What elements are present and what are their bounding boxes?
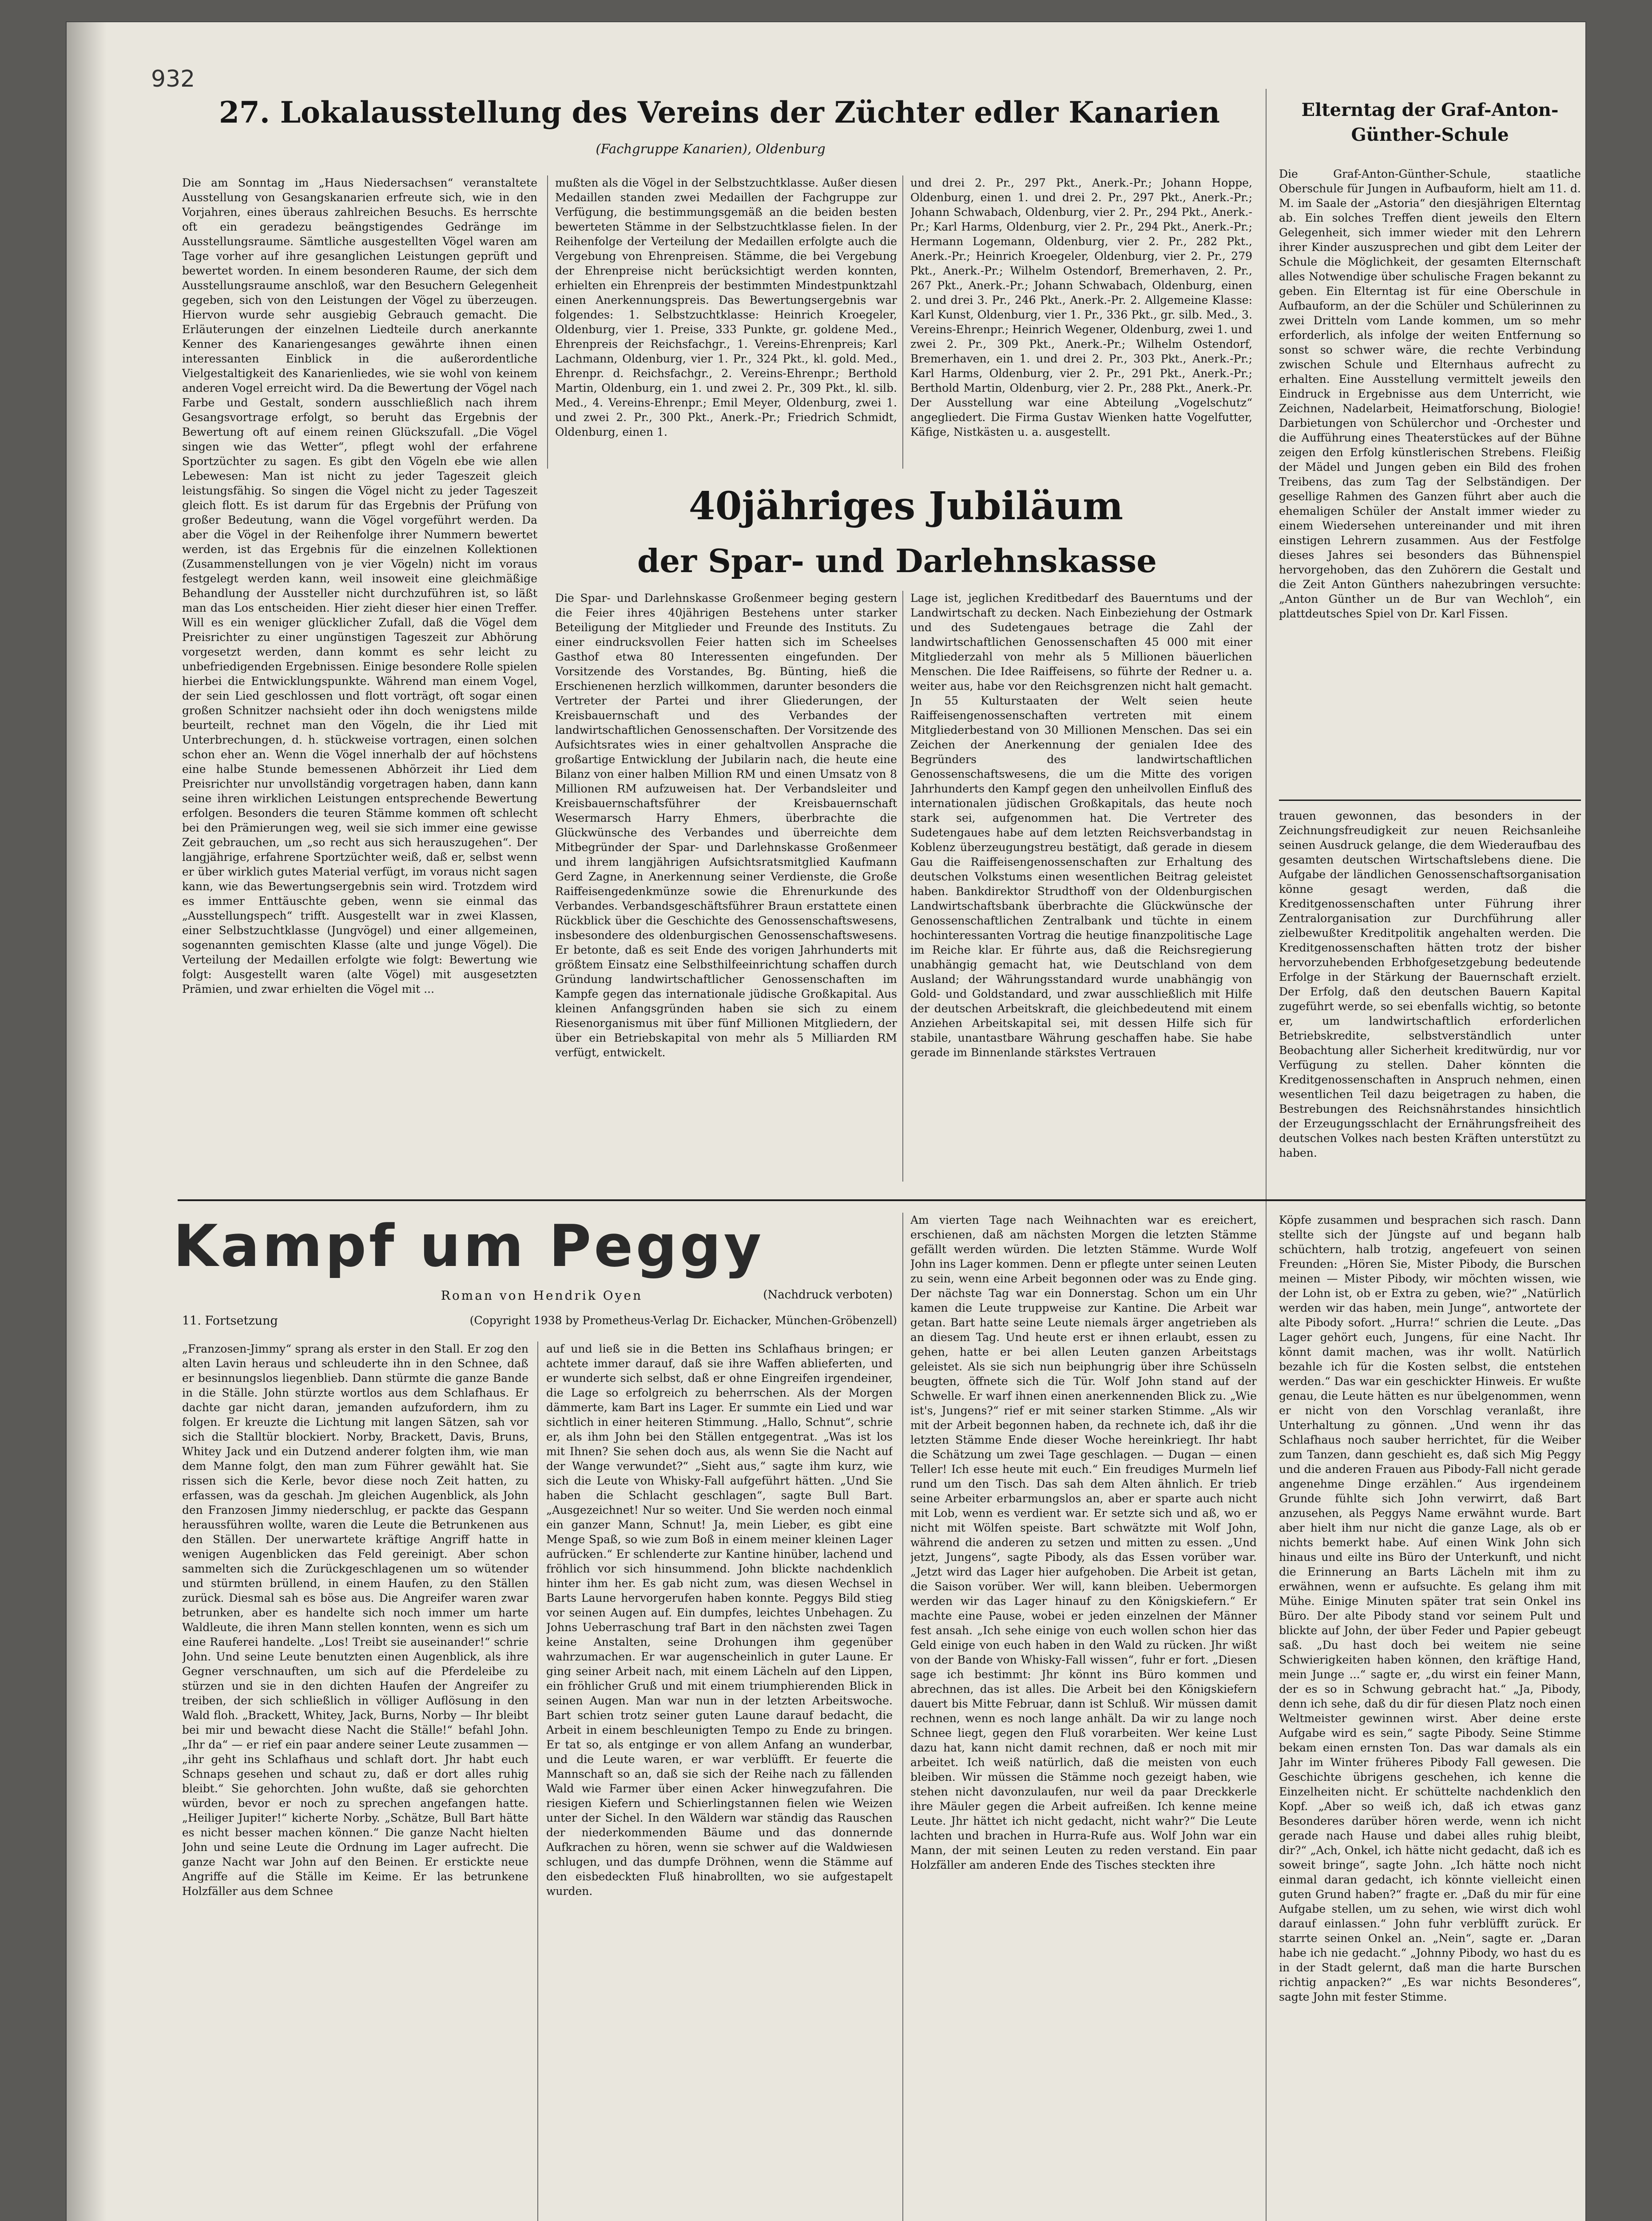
article-title-kanarien: 27. Lokalausstellung des Vereins der Züchter edler Kanarien bbox=[218, 95, 1220, 130]
column-rule bbox=[547, 175, 548, 469]
article-subtitle-kanarien: (Fachgruppe Kanarien), Oldenburg bbox=[596, 141, 826, 156]
column-rule bbox=[1266, 1213, 1267, 2221]
column-rule bbox=[902, 1213, 903, 2221]
page-number: 932 bbox=[151, 66, 195, 92]
kanarien-column-1: Die am Sonntag im „Haus Niedersachsen“ veranstaltete Ausstellung von Gesangskanarien erfreute sich, wie in den Vorjahren, eines überaus zahlreichen Besuchs. Es herrschte oft ein geradezu beängstigendes Gedränge im Ausstellungsraume. Sämtliche ausgestellten Vögel waren am Tage vorher auf ihre gesanglichen Leistungen geprüft und bewertet worden. In einem besonderen Raume, der sich dem Ausstellungsraume anschloß, war den Besuchern Gelegenheit gegeben, sich von den Leistungen der Vögel zu überzeugen. Hiervon wurde sehr ausgiebig Gebrauch gemacht. Die Erläuterungen der einzelnen Liedteile durch anerkannte Kenner des Kanariengesanges gewährte ihnen einen interessanten Einblick in die außerordentliche Vielgestaltigkeit des Kanarienliedes, wie sie wohl von keinem anderen Vogel erreicht wird. Da die Bewertung der Vögel nach Farbe und Gestalt, sondern ausschließlich nach ihrem Gesangsvortrage erfolgt, so beruht das Ergebnis der Bewertung oft auf einem reinen Glückszufall. „Die Vögel singen wie das Wetter“, pflegt wohl der erfahrene Sportzüchter zu sagen. Es gibt den Vögeln ebe wie allen Lebewesen: Man ist nicht zu jeder Tageszeit gleich leistungsfähig. So singen die Vögel nicht zu jeder Tageszeit gleich flott. Es ist darum für das Ergebnis der Prüfung von großer Bedeutung, wann die Vögel vorgeführt werden. Da aber die Vögel in der Reihenfolge ihrer Nummern bewertet werden, ist das Ergebnis für die einzelnen Kollektionen (Zusammenstellungen von je vier Vögeln) nicht im voraus festgelegt werden kann, weil insoweit eine gleichmäßige Behandlung der Aussteller nicht durchzuführen ist, so läßt man das Los entscheiden. Hier zieht dieser hier einen Treffer. Will es ein weniger glücklicher Zufall, daß die Vögel dem Preisrichter zu einer ungünstigen Tageszeit zur Abhörung vorgesetzt werden, dann kommt es sehr leicht zu unbefriedigenden Ergebnissen. Einige besondere Rolle spielen hierbei die Entwicklungspunkte. Während man einem Vogel, der sein Lied geschlossen und flott vorträgt, oft sogar einen großen Schnitzer nachsieht oder ihn doch wenigstens milde beurteilt, rechnet man den Vögeln, die ihr Lied mit Unterbrechungen, d. h. stückweise vortragen, einen solchen schon eher an. Wenn die Vögel innerhalb der auf höchstens eine halbe Stunde bemessenen Abhörzeit ihr Lied dem Preisrichter nur unvollständig vorgetragen haben, dann kann seine ihren wirklichen Leistungen entsprechende Bewertung erfolgen. Besonders die teuren Stämme kommen oft schlecht bei den Prämierungen weg, weil sie sich immer eine gewisse Zeit gebrauchen, um „so recht aus sich herauszugehen“. Der langjährige, erfahrene Sportzüchter weiß, daß er, selbst wenn er über wirklich gutes Material verfügt, im voraus nicht sagen kann, wie das Bewertungsergebnis sein wird. Trotzdem wird es immer Enttäuschte geben, wenn sie einmal das „Ausstellungspech“ trifft. Ausgestellt war in zwei Klassen, einer Selbstzuchtklasse (Jungvögel) und einer allgemeinen, sogenannten gemischten Klasse (alte und junge Vögel). Die Verteilung der Medaillen erfolgte wie folgt: Bewertung wie folgt: Ausgestellt waren (alte Vögel) mit ausgesetzten Prämien, und zwar erhielten die Vögel mit ... bbox=[182, 176, 537, 995]
jubilaeum-column-2: Lage ist, jeglichen Kreditbedarf des Bauerntums und der Landwirtschaft zu decken. Nach Einbeziehung der Ostmark und des Sudetengaues betrage die Zahl der landwirtschaftlichen Genossenschaften 45 000 mit einer Mitgliederzahl von mehr als 5 Millionen bäuerlichen Menschen. Die Idee Raiffeisens, so führte der Redner u. a. weiter aus, habe vor den Reichsgrenzen nicht halt gemacht. Jn 55 Kulturstaaten der Welt seien heute Raiffeisengenossenschaften vertreten mit einem Mitgliederbestand von 30 Millionen Menschen. Das sei ein Zeichen der Anerkennung der genialen Idee des Begründers des landwirtschaftlichen Genossenschaftswesens, die um die Mitte des vorigen Jahrhunderts den Kampf gegen den unheilvollen Einfluß des internationalen jüdischen Großkapitals, das heute noch stark sei, aufgenommen hat. Die Vertreter des Sudetengaues habe auf dem letzten Reichsverbandstag in Koblenz überzeugungstreu bestätigt, daß gerade in diesem Gau die Raiffeisengenossenschaften zur Erhaltung des deutschen Volkstums einen wesentlichen Beitrag geleistet haben. Bankdirektor Strudthoff von der Oldenburgischen Landwirtschaftsbank überbrachte die Glückwünsche der Genossenschaftlichen Zentralbank und tüchte in einem hochinteressanten Vortrag die heutige finanzpolitische Lage im Reiche klar. Er führte aus, daß die Reichsregierung unabhängig gemacht hat, wie Deutschland von dem Ausland; der Währungsstandard wurde unabhängig von Gold- und Goldstandard, und zwar ausschließlich mit Hilfe der deutschen Arbeitskraft, die gleichbedeutend mit einem Anziehen Arbeitskapital sei, mit dessen Hilfe sich für stabile, unantastbare Währung geschaffen habe. Sie habe gerade im Binnenlande stärkstes Vertrauen bbox=[910, 592, 1252, 1059]
novel-column-2: auf und ließ sie in die Betten ins Schlafhaus bringen; er achtete immer darauf, daß sie ihre Waffen ablieferten, und er wunderte sich selbst, daß er ohne Eingreifen irgendeiner, die Lage so erfolgreich zu beherrschen. Als der Morgen dämmerte, kam Bart ins Lager. Er summte ein Lied und war sichtlich in einer heiteren Stimmung. „Hallo, Schnut“, schrie er, als ihm John bei den Ställen entgegentrat. „Was ist los mit Ihnen? Sie sehen doch aus, als wenn Sie die Nacht auf der Wange verwundet?“ „Sieht aus,“ sagte ihm kurz, wie sich die Leute von Whisky-Fall aufgeführt hätten. „Und Sie haben die Schlacht geschlagen“, sagte Bull Bart. „Ausgezeichnet! Nur so weiter. Und Sie werden noch einmal ein ganzer Mann, Schnut! Ja, mein Lieber, es gibt eine Menge Spaß, so wie zum Boß in einem meiner kleinen Lager aufrücken.“ Er schlenderte zur Kantine hinüber, lachend und fröhlich vor sich hinsummend. John blickte nachdenklich hinter ihm her. Es gab nicht zum, was diesen Wechsel in Barts Laune hervorgerufen haben konnte. Peggys Bild stieg vor seinen Augen auf. Ein dumpfes, leichtes Unbehagen. Zu Johns Ueberraschung traf Bart in den nächsten zwei Tagen keine Anstalten, seine Drohungen ihm gegenüber wahrzumachen. Er war augenscheinlich in guter Laune. Er ging seiner Arbeit nach, mit einem Lächeln auf den Lippen, ein fröhlicher Gruß und mit einem triumphierenden Blick in seinen Augen. Man war nun in der letzten Arbeitswoche. Bart schien trotz seiner guten Laune darauf bedacht, die Arbeit in einem beschleunigten Tempo zu Ende zu bringen. Er tat so, als entginge er von allem Anfang an wunderbar, und die Leute waren, er war verblüfft. Er feuerte die Mannschaft so an, daß sie sich der Reihe nach zu fällenden Wald wie Farmer über einen Acker hinwegzufahren. Die riesigen Kiefern und Schierlingstannen fielen wie Weizen unter der Sichel. In den Wäldern war ständig das Rauschen der niederkommenden Bäume und das donnernde Aufkrachen zu hören, wenn sie schwer auf die Waldwiesen schlugen, und das dumpfe Dröhnen, wenn die Stämme auf den eisbedeckten Fluß hinabrollten, wo sie aufgestapelt wurden. bbox=[546, 1342, 893, 1898]
kanarien-column-3: und drei 2. Pr., 297 Pkt., Anerk.-Pr.; Johann Hoppe, Oldenburg, einen 1. und drei 2. Pr., 297 Pkt., Anerk.-Pr.; Johann Schwabach, Oldenburg, vier 2. Pr., 294 Pkt., Anerk.-Pr.; Karl Harms, Oldenburg, vier 2. Pr., 294 Pkt., Anerk.-Pr.; Hermann Logemann, Oldenburg, vier 2. Pr., 282 Pkt., Anerk.-Pr.; Heinrich Kroegeler, Oldenburg, vier 2. Pr., 279 Pkt., Anerk.-Pr.; Wilhelm Ostendorf, Bremerhaven, 2. Pr., 267 Pkt., Anerk.-Pr.; Johann Schwabach, Oldenburg, einen 2. und drei 3. Pr., 246 Pkt., Anerk.-Pr. 2. Allgemeine Klasse: Karl Kunst, Oldenburg, vier 1. Pr., 336 Pkt., gr. silb. Med., 3. Vereins-Ehrenpr.; Heinrich Wegener, Oldenburg, zwei 1. und zwei 2. Pr., 309 Pkt., Anerk.-Pr.; Wilhelm Ostendorf, Bremerhaven, ein 1. und drei 2. Pr., 303 Pkt., Anerk.-Pr.; Karl Harms, Oldenburg, vier 2. Pr., 291 Pkt., Anerk.-Pr.; Berthold Martin, Oldenburg, vier 2. Pr., 288 Pkt., Anerk.-Pr. Der Ausstellung war eine Abteilung „Vogelschutz“ angegliedert. Die Firma Gustav Wienken hatte Vogelfutter, Käfige, Nistkästen u. a. ausgestellt. bbox=[910, 176, 1252, 438]
novel-rights: (Nachdruck verboten) bbox=[763, 1288, 893, 1302]
article-title-jubilaeum-2: der Spar- und Darlehnskasse bbox=[637, 542, 1157, 580]
novel-author: Roman von Hendrik Oyen bbox=[441, 1288, 643, 1303]
novel-title: Kampf um Peggy bbox=[173, 1213, 764, 1279]
novel-column-1: „Franzosen-Jimmy“ sprang als erster in den Stall. Er zog den alten Lavin heraus und schleuderte ihn in den Schnee, daß er besinnungslos liegenblieb. Dann stürmte die ganze Bande in die Ställe. John stürzte wortlos aus dem Schlafhaus. Er dachte gar nicht daran, jemanden aufzufordern, ihm zu folgen. Er kreuzte die Lichtung mit langen Sätzen, sah vor sich die Stalltür blockiert. Norby, Brackett, Davis, Bruns, Whitey Jack und ein Dutzend anderer folgten ihm, wie man dem Manne folgt, den man zum Führer gewählt hat. Sie rissen sich die Kerle, bevor diese noch Zeit hatten, zu erfassen, was da geschah. Jm gleichen Augenblick, als John den Franzosen Jimmy niederschlug, er packte das Gespann heraussführen wollte, waren die Leute die Betrunkenen aus den Ställen. Der unerwartete kräftige Angriff hatte in wenigen Augenblicken das Feld gereinigt. Aber schon sammelten sich die Zurückgeschlagenen um so wütender und stürmten brüllend, in einem Haufen, zu den Ställen zurück. Diesmal sah es böse aus. Die Angreifer waren zwar betrunken, aber es handelte sich noch immer um harte Waldleute, die ihren Mann stellen konnten, wenn es sich um eine Rauferei handelte. „Los! Treibt sie auseinander!“ schrie John. Und seine Leute benutzten einen Augenblick, als ihre Gegner verschnauften, um sich auf die Pferdeleibe zu stürzen und sie in den dichten Haufen der Angreifer zu treiben, der sich schließlich in völliger Auflösung in den Wald floh. „Brackett, Whitey, Jack, Burns, Norby — Ihr bleibt bei mir und bewacht diese Nacht die Ställe!“ befahl John. „Ihr da“ — er rief ein paar andere seiner Leute zusammen — „ihr geht ins Schlafhaus und schlaft dort. Jhr habt euch Schnaps gesehen und schaut zu, daß er dort alles ruhig bleibt.“ Sie gehorchten. John wußte, daß sie gehorchten würden, bevor er noch zu sprechen angefangen hatte. „Heiliger Jupiter!“ kicherte Norby. „Schätze, Bull Bart hätte es nicht besser machen können.“ Die ganze Nacht hielten John und seine Leute die Ordnung im Lager aufrecht. Die ganze Nacht war John auf den Beinen. Er erstickte neue Angriffe auf die Ställe im Keime. Er las betrunkene Holzfäller aus dem Schnee bbox=[182, 1342, 528, 1898]
novel-copyright: (Copyright 1938 by Prometheus-Verlag Dr. Eichacker, München-Gröbenzell) bbox=[469, 1314, 897, 1327]
novel-column-3: Am vierten Tage nach Weihnachten war es ereichert, erschienen, daß am nächsten Morgen die letzten Stämme gefällt werden würden. Die letzten Stämme. Wurde Wolf John ins Lager kommen. Denn er pflegte unter seinen Leuten zu sein, wenn eine Arbeit begonnen oder was zu Ende ging. Der nächste Tag war ein Donnerstag. Schon um ein Uhr kamen die Leute truppweise zur Kantine. Die Arbeit war getan. Bart hatte seine Leute niemals ärger angetrieben als an diesem Tag. Und heute erst er ihnen erlaubt, essen zu gehen, hatte er bei allen Leuten ganzen Arbeitstags geleistet. Als sie sich nun beiphungrig über ihre Schüsseln beugten, öffnete sich die Tür. Wolf John stand auf der Schwelle. Er warf ihnen einen anerkennenden Blick zu. „Wie ist's, Jungens?“ rief er mit seiner starken Stimme. „Als wir mit der Arbeit begonnen haben, da rechnete ich, daß ihr die letzten Stämme Ende dieser Woche hereinkriegt. Ihr habt die Schätzung um zwei Tage geschlagen. — Dugan — einen Teller! Ich esse heute mit euch.“ Ein freudiges Murmeln lief rund um den Tisch. Das sah dem Alten ähnlich. Er trieb seine Arbeiter erbarmungslos an, aber er sparte auch nicht mit Lob, wenn es verdient war. Er setzte sich und aß, wo er nicht mit Wölfen speiste. Bart schwätzte mit Wolf John, während die anderen zu setzen und mitten zu essen. „Und jetzt, Jungens“, sagte Pibody, als das Essen vorüber war. „Jetzt wird das Lager hier aufgehoben. Die Arbeit ist getan, die Saison vorüber. Wer will, kann bleiben. Uebermorgen werden wir das Lager hinauf zu den Königskiefern.“ Er machte eine Pause, wobei er jeden einzelnen der Männer fest ansah. „Ich sehe einige von euch wollen schon hier das Geld einige von euch haben in den Wald zu rücken. Jhr wißt von der Bande von Whisky-Fall wissen“, fuhr er fort. „Diesen sage ich bestimmt: Jhr könnt ins Büro kommen und abrechnen, das ist alles. Die Arbeit bei den Königskiefern dauert bis Mitte Februar, dann ist Schluß. Wir müssen damit rechnen, wenn es noch lange anhält. Da wir zu lange noch Schnee liegt, gegen den Fluß vorarbeiten. Wer keine Lust dazu hat, kann nicht damit rechnen, daß er noch mit mir arbeitet. Ich weiß natürlich, daß die meisten von euch bleiben. Wir müssen die Stämme noch gezeigt haben, wie stehen nicht davonzulaufen, nur weil da paar Dreckkerle ihre Mäuler gegen die Arbeit aufreißen. Ich kenne meine Leute. Jhr hättet ich nicht gedacht, nicht wahr?“ Die Leute lachten und brachen in Hurra-Rufe aus. Wolf John war ein Mann, der mit seinen Leuten zu reden verstand. Ein paar Holzfäller am anderen Ende des Tisches steckten ihre bbox=[910, 1214, 1257, 1871]
jubilaeum-column-3: trauen gewonnen, das besonders in der Zeichnungsfreudigkeit zur neuen Reichsanleihe seinen Ausdruck gelange, die dem Wiederaufbau des gesamten deutschen Wirtschaftslebens diene. Die Aufgabe der ländlichen Genossenschaftsorganisation könne gesagt werden, daß die Kreditgenossenschaften unter Führung ihrer Zentralorganisation zur Durchführung aller zielbewußter Kreditpolitik angehalten werden. Die Kreditgenossenschaften hätten trotz der bisher hervorzuhebenden Erbhofgesetzgebung bedeutende Erfolge in der Stärkung der Bauernschaft erzielt. Der Erfolg, daß den deutschen Bauern Kapital zugeführt werde, so sei ebenfalls wichtig, so betonte er, um landwirtschaftlich erforderlichen Betriebskredite, selbstverständlich unter Beobachtung aller Sicherheit kreditwürdig, nur vor Verfügung zu stellen. Daher könnten die Kreditgenossenschaften in Anspruch nehmen, einen wesentlichen Teil dazu beigetragen zu haben, die Bestrebungen des Reichsnährstandes hinsichtlich der Erzeugungsschlacht der Ernährungsfreiheit des deutschen Volkes nach besten Kräften unterstützt zu haben. bbox=[1279, 809, 1581, 1159]
column-rule bbox=[1266, 89, 1267, 1235]
article-title-jubilaeum-1: 40jähriges Jubiläum bbox=[688, 484, 1124, 529]
article-title-elterntag: Elterntag der Graf-Anton-Günther-Schule bbox=[1301, 100, 1559, 145]
kanarien-column-2: mußten als die Vögel in der Selbstzuchtklasse. Außer diesen Medaillen standen zwei Medaillen der Fachgruppe zur Verfügung, die bestimmungsgemäß an die beiden besten bewerteten Stämme in der Selbstzuchtklasse fielen. In der Reihenfolge der Verteilung der Medaillen erfolgte auch die Vergebung von Ehrenpreisen. Stämme, die bei Vergebung der Ehrenpreise nicht berücksichtigt werden konnten, erhielten ein Ehrenpreis der bestimmten Mindestpunktzahl einen Anerkennungspreis. Das Bewertungsergebnis war folgendes: 1. Selbstzuchtklasse: Heinrich Kroegeler, Oldenburg, vier 1. Preise, 333 Punkte, gr. goldene Med., Ehrenpreis der Reichsfachgr., 1. Vereins-Ehrenpreis; Karl Lachmann, Oldenburg, vier 1. Pr., 324 Pkt., kl. gold. Med., Ehrenpr. d. Reichsfachgr., 2. Vereins-Ehrenpr.; Berthold Martin, Oldenburg, ein 1. und zwei 2. Pr., 309 Pkt., kl. silb. Med., 4. Vereins-Ehrenpr.; Emil Meyer, Oldenburg, zwei 1. und zwei 2. Pr., 300 Pkt., Anerk.-Pr.; Friedrich Schmidt, Oldenburg, einen 1. bbox=[555, 176, 897, 438]
separator-rule bbox=[1279, 800, 1581, 801]
novel-column-4: Köpfe zusammen und besprachen sich rasch. Dann stellte sich der Jüngste auf und begann halb schüchtern, halb trotzig, angefeuert von seinen Freunden: „Hören Sie, Mister Pibody, die Burschen meinen — Mister Pibody, wir möchten wissen, wie der Lohn ist, ob er Extra zu geben, wie?“ „Natürlich werden wir das haben, mein Junge“, antwortete der alte Pibody sofort. „Hurra!“ schrien die Leute. „Das Lager gehört euch, Jungens, für eine Nacht. Ihr könnt damit machen, was ihr wollt. Natürlich bezahle ich für die Kosten selbst, die entstehen werden.“ Das war ein geschickter Hinweis. Er wußte genau, die Leute hätten es nur übelgenommen, wenn er nicht von den Vorschlag veranlaßt, ihre Unterhaltung zu gönnen. „Und wenn ihr das Schlafhaus noch sauber herrichtet, für die Weiber zum Tanzen, dann geschieht es, daß sich Mig Peggy und die anderen Frauen aus Pibody-Fall nicht gerade angenehme Dinge erzählen.“ Aus irgendeinem Grunde fühlte sich John verwirrt, daß Bart anzusehen, als Peggys Name erwähnt wurde. Bart aber hielt ihm nur nicht die ganze Lage, als ob er nichts bemerkt habe. Auf einen Wink John sich hinaus und eilte ins Büro der Unterkunft, und nicht die Erinnerung an Barts Lächeln mit ihm zu erwähnen, wenn er aufsuchte. Es gelang ihm mit Mühe. Einige Minuten später trat sein Onkel ins Büro. Der alte Pibody stand vor seinem Pult und blickte auf John, der über Feder und Papier gebeugt saß. „Du hast doch bei weitem nie seine Schwierigkeiten haben können, den kräftige Hand, mein Junge ...“ sagte er, „du wirst ein feiner Mann, der es so in Schwung gebracht hat.“ „Ja, Pibody, denn ich sehe, daß du dir für diesen Platz noch einen Weltmeister gewinnen wirst. Aber deine erste Aufgabe wird es sein,“ sagte Pibody. Seine Stimme bekam einen ernsten Ton. Das war damals als ein Jahr im Winter früheres Pibody Fall gewesen. Die Geschichte übrigens geschehen, ich kenne die Einzelheiten nicht. Er schüttelte nachdenklich den Kopf. „Aber so weiß ich, daß ich etwas ganz Besonderes darüber hören werde, wenn ich nicht gerade nach Hause und dabei alles ruhig bleibt, dir?“ „Ach, Onkel, ich hätte nicht gedacht, daß ich es soweit bringe“, sagte John. „Ich hätte noch nicht einmal daran gedacht, ich könnte vielleicht einen guten Grund haben?“ fragte er. „Daß du mir für eine Aufgabe stellen, um zu sehen, wie wirst dich wohl darauf einlassen.“ John fuhr verblüfft zurück. Er starrte seinen Onkel an. „Nein“, sagte er. „Daran habe ich nie gedacht.“ „Johnny Pibody, wo hast du es in der Stadt gelernt, daß man die harte Burschen richtig anpacken?“ „Es war nichts Besonderes“, sagte John mit fester Stimme. bbox=[1279, 1214, 1581, 2003]
column-rule bbox=[902, 175, 903, 469]
column-rule bbox=[537, 1341, 538, 2221]
jubilaeum-column-1: Die Spar- und Darlehnskasse Großenmeer beging gestern die Feier ihres 40jährigen Bestehens unter starker Beteiligung der Mitglieder und Freunde des Instituts. Zu einer eindrucksvollen Feier hatten sich im Scheelses Gasthof etwa 80 Interessenten eingefunden. Der Vorsitzende des Vorstandes, Bg. Bünting, hieß die Erschienenen herzlich willkommen, darunter besonders die Vertreter der Partei und ihrer Gliederungen, der Kreisbauernschaft und des Verbandes der landwirtschaftlichen Genossenschaften. Der Vorsitzende des Aufsichtsrates wies in einer gehaltvollen Ansprache die großartige Entwicklung der Jubilarin nach, die heute eine Bilanz von einer halben Million RM und einen Umsatz von 8 Millionen RM aufzuweisen hat. Der Verbandsleiter und Kreisbauernschaftsführer der Kreisbauernschaft Wesermarsch Harry Ehmers, überbrachte die Glückwünsche des Verbandes und überreichte dem Mitbegründer der Spar- und Darlehnskasse Großenmeer und ihrem langjährigen Aufsichtsratsmitglied Kaufmann Gerd Zagne, in Anerkennung seiner Verdienste, die Große Raiffeisengedenkmünze sowie die Ehrenurkunde des Verbandes. Verbandsgeschäftsführer Braun erstattete einen Rückblick über die Geschichte des Genossenschaftswesens, insbesondere des oldenburgischen Genossenschaftswesens. Er betonte, daß es seit Ende des vorigen Jahrhunderts mit größtem Einsatz eine Selbsthilfeeinrichtung schaffen durch Gründung landwirtschaftlicher Genossenschaften im Kampfe gegen das internationale jüdische Großkapital. Aus kleinen Anfangsgründen haben sie sich zu einem Riesenorganismus mit über fünf Millionen Mitgliedern, der über ein Betriebskapital von mehr als 5 Milliarden RM verfügt, entwickelt. bbox=[555, 592, 897, 1059]
separator-rule bbox=[178, 1199, 1585, 1201]
elterntag-body: Die Graf-Anton-Günther-Schule, staatliche Oberschule für Jungen in Aufbauform, hielt am 11. d. M. im Saale der „Astoria“ den diesjährigen Elterntag ab. Ein solches Treffen dient jeweils den Eltern Gelegenheit, sich immer wieder mit den Lehrern ihrer Kinder auszusprechen und gibt dem Leiter der Schule die Möglichkeit, der gesamten Elternschaft alles Notwendige über schulische Fragen bekannt zu geben. Ein Elterntag ist für eine Oberschule in Aufbauform, an der die Schüler und Schülerinnen zu zwei Dritteln vom Lande kommen, um so mehr erforderlich, als infolge der weiten Entfernung so sonst so schwer wäre, die rechte Verbindung zwischen Schule und Elternhaus aufrecht zu erhalten. Eine Ausstellung vermittelt jeweils den Eindruck in Ergebnisse aus dem Unterricht, wie Zeichnen, Nadelarbeit, Heimatforschung, Biologie! Darbietungen von Schülerchor und -Orchester und die Aufführung eines Theaterstückes auf der Bühne zeigen den Erfolg künstlerischen Strebens. Fleißig der Mädel und Jungen geben ein Bild des frohen Treibens, das zum Tag der Selbständigen. Der gesellige Rahmen des Ganzen führt aber auch die ehemaligen Schüler der Anstalt immer wieder zu einem Wiedersehen untereinander und mit ihren einstigen Lehrern zusammen. Aus der Festfolge dieses Jahres sei besonders das Bühnenspiel hervorgehoben, das den Zuhörern die Gestalt und die Zeit Anton Günthers nahezubringen versuchte: „Anton Günther un de Bur van Wechloh“, ein plattdeutsches Spiel von Dr. Karl Fissen. bbox=[1279, 167, 1581, 620]
novel-installment: 11. Fortsetzung bbox=[182, 1314, 278, 1328]
column-rule bbox=[902, 591, 903, 1182]
